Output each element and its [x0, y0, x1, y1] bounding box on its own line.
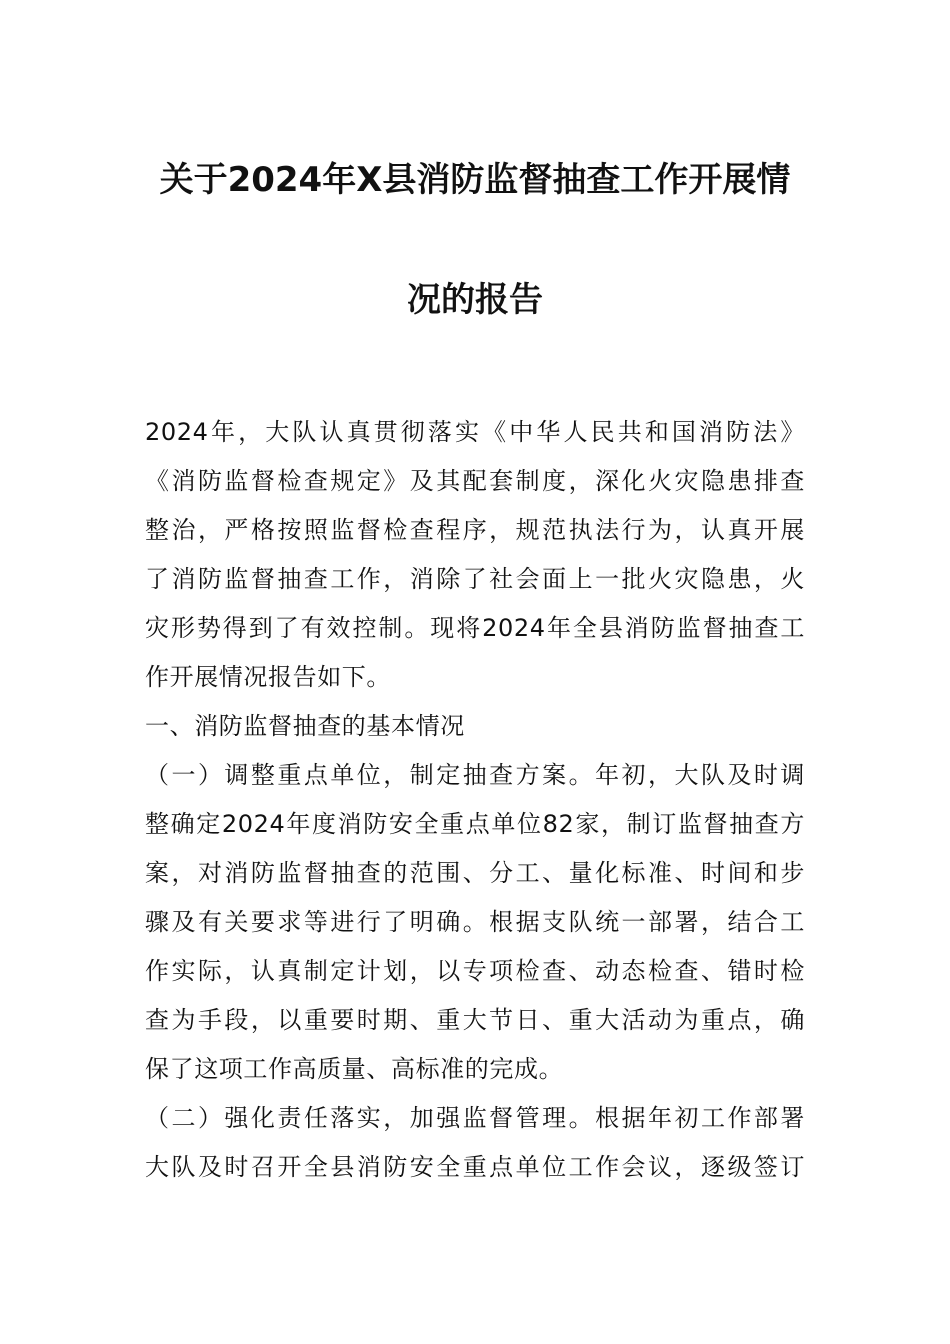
- document-body: [145, 408, 805, 1192]
- body-line: （二）强化责任落实，加强监督管理。根据年初工作部署: [145, 1104, 805, 1132]
- body-line: 案，对消防监督抽查的范围、分工、量化标准、时间和步: [145, 859, 805, 887]
- body-line: 整治，严格按照监督检查程序，规范执法行为，认真开展: [145, 516, 805, 544]
- document-title-line-1: 关于2024年X县消防监督抽查工作开展情: [159, 160, 791, 200]
- body-line: 2024年，大队认真贯彻落实《中华人民共和国消防法》: [145, 418, 805, 446]
- body-line: 查为手段，以重要时期、重大节日、重大活动为重点，确: [145, 1006, 805, 1034]
- document-title-line-2: 况的报告: [407, 280, 543, 320]
- body-line: 整确定2024年度消防安全重点单位82家，制订监督抽查方: [145, 810, 805, 838]
- body-line: 作实际，认真制定计划，以专项检查、动态检查、错时检: [145, 957, 805, 985]
- body-line: 骤及有关要求等进行了明确。根据支队统一部署，结合工: [145, 908, 805, 936]
- body-line: 《消防监督检查规定》及其配套制度，深化火灾隐患排查: [145, 467, 805, 495]
- body-line: 保了这项工作高质量、高标准的完成。: [145, 1055, 564, 1083]
- body-line: 了消防监督抽查工作，消除了社会面上一批火灾隐患，火: [145, 565, 805, 593]
- body-line: 大队及时召开全县消防安全重点单位工作会议，逐级签订: [145, 1153, 805, 1181]
- section-heading: 一、消防监督抽查的基本情况: [145, 712, 465, 740]
- body-line: （一）调整重点单位，制定抽查方案。年初，大队及时调: [145, 761, 805, 789]
- body-line: 作开展情况报告如下。: [145, 663, 391, 691]
- body-line: 灾形势得到了有效控制。现将2024年全县消防监督抽查工: [145, 614, 805, 642]
